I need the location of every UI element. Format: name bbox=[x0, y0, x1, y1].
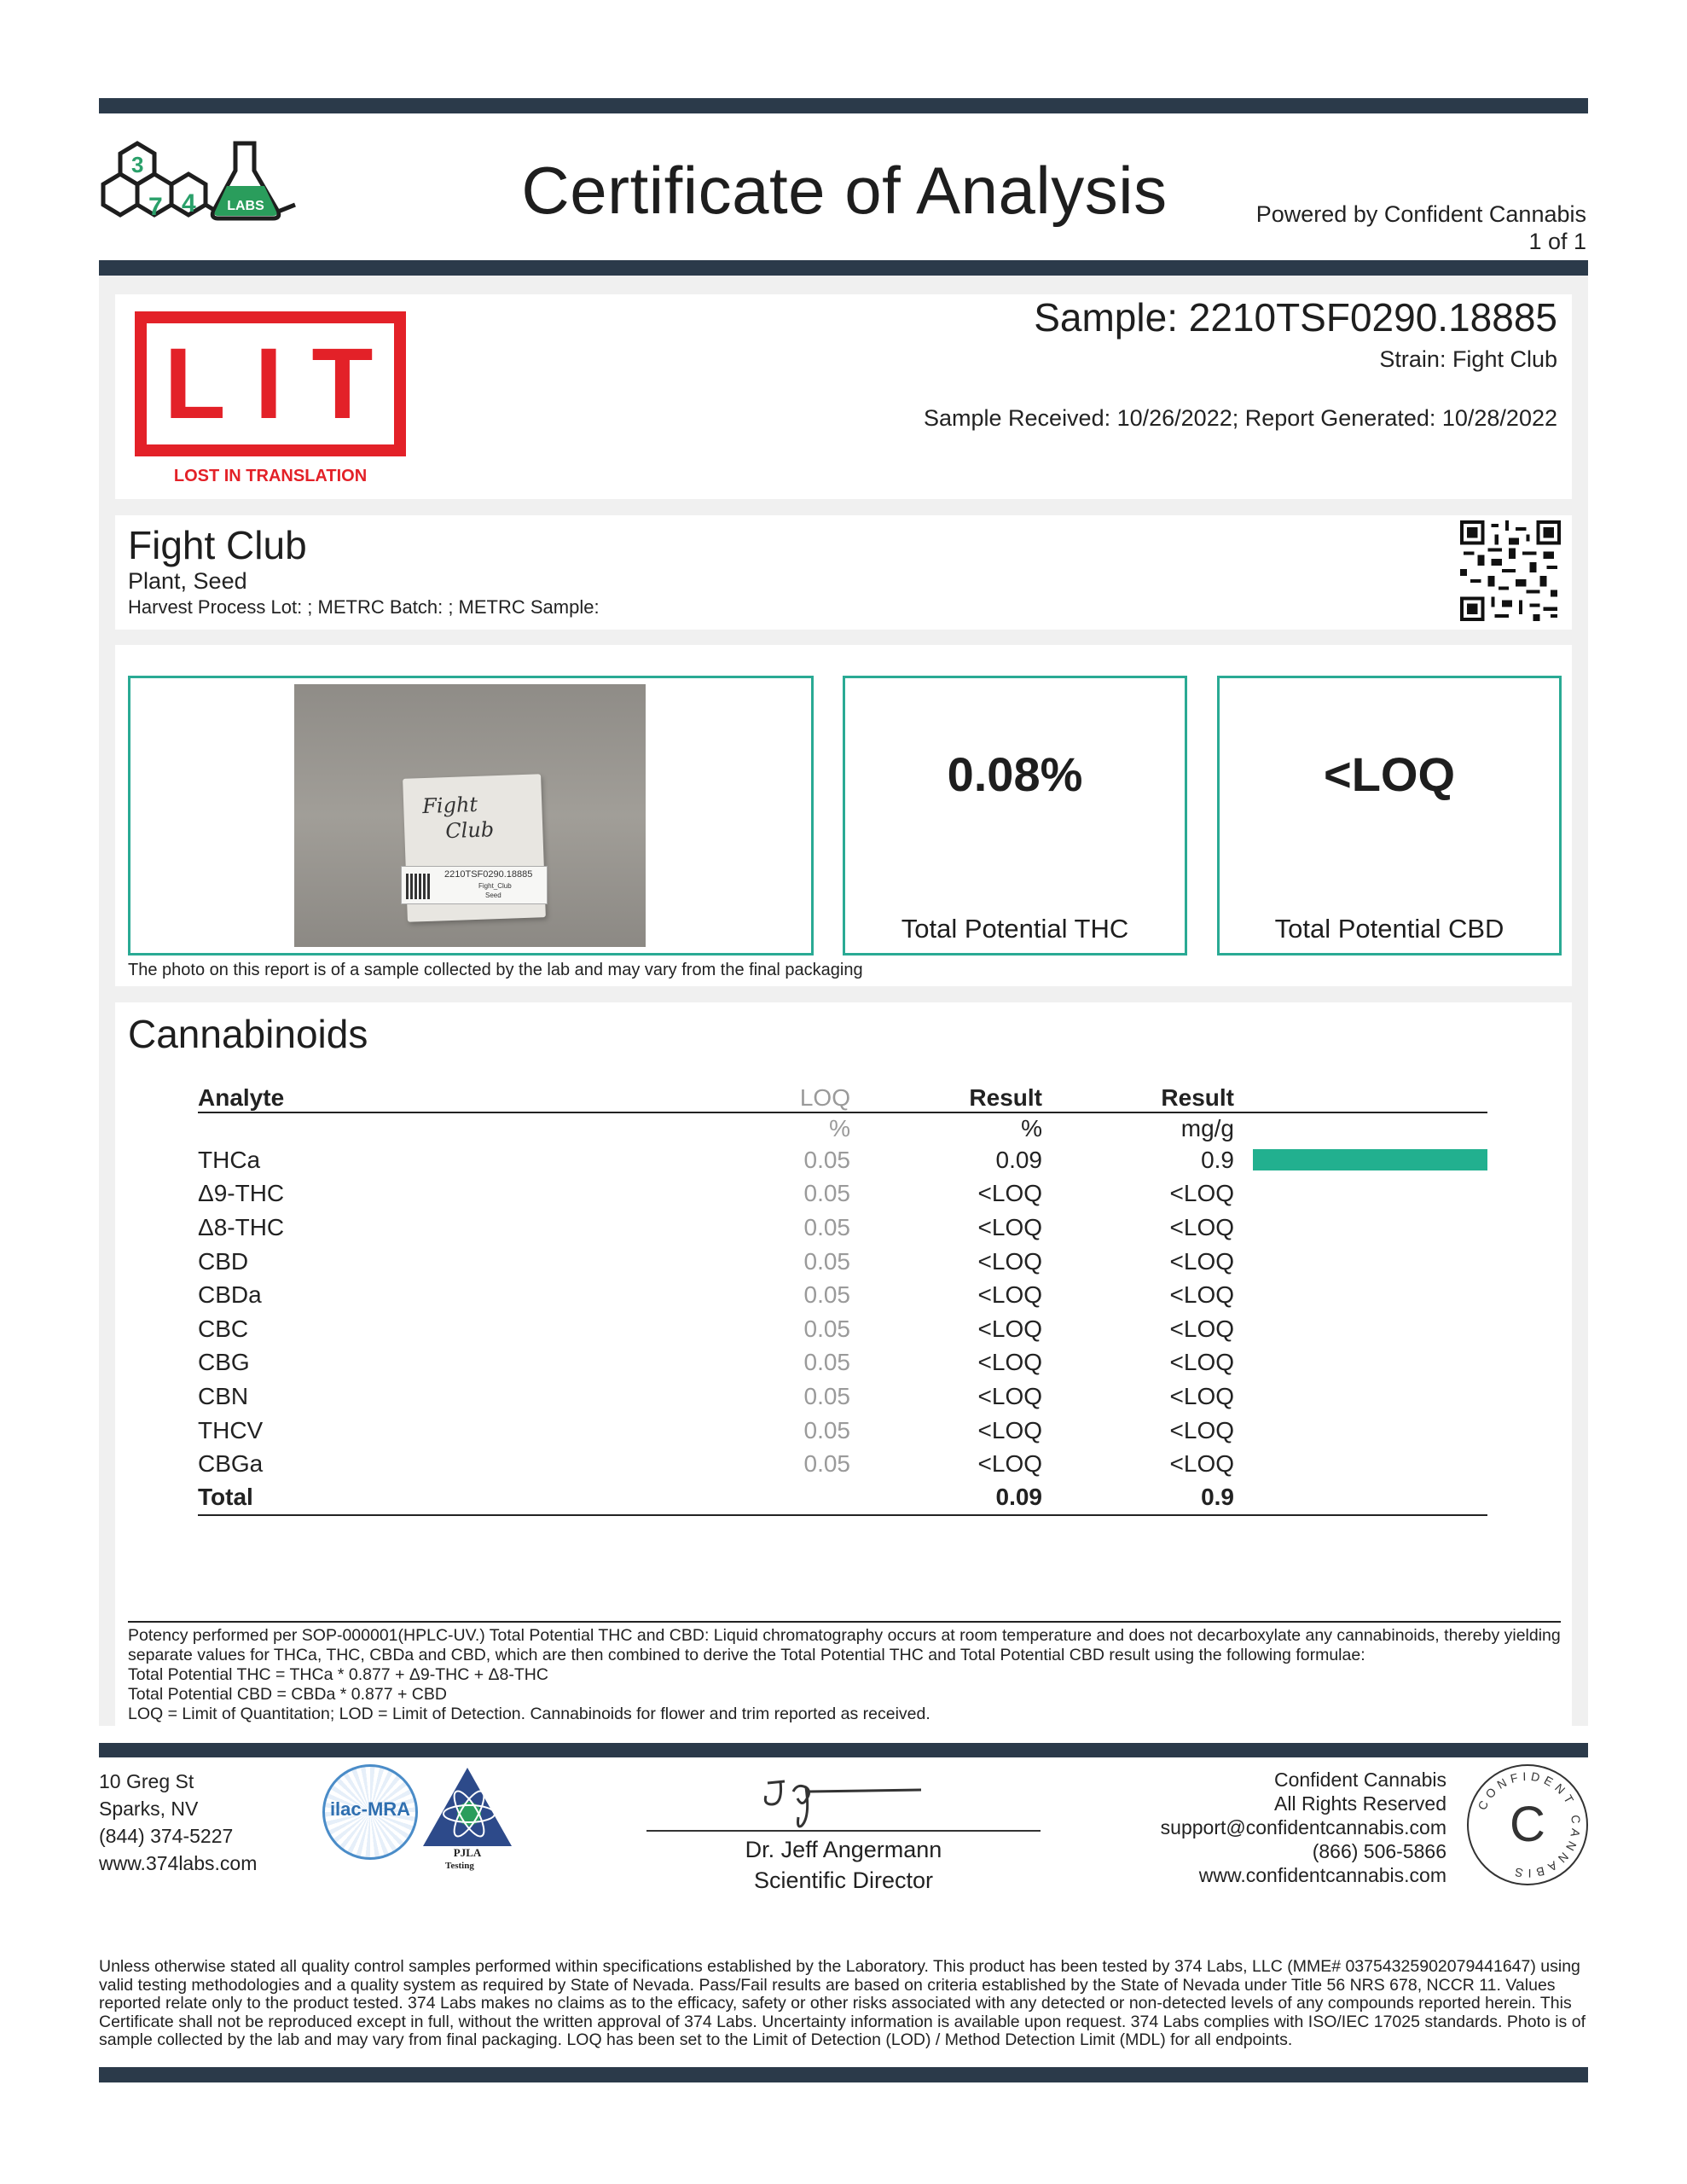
unit-result-mg: mg/g bbox=[1180, 1114, 1234, 1141]
confident-cannabis-logo bbox=[1465, 1763, 1590, 1887]
signature bbox=[759, 1766, 930, 1830]
pjla-logo bbox=[420, 1764, 515, 1860]
header-result-mg: Result bbox=[1042, 1083, 1234, 1112]
lab-address: 10 Greg St Sparks, NV (844) 374-5227 www.374labs.com bbox=[99, 1770, 258, 1874]
svg-text:7: 7 bbox=[148, 193, 163, 221]
packet-label: 2210TSF0290.18885 Fight_Club Seed bbox=[401, 866, 548, 904]
table-row: CBGa 0.05 <LOQ <LOQ bbox=[198, 1450, 1234, 1478]
table-row: Δ9-THC 0.05 <LOQ <LOQ bbox=[198, 1180, 1234, 1207]
product-name: Fight Club bbox=[128, 523, 307, 567]
bottom-bar bbox=[99, 2067, 1588, 2082]
cannabinoids-table bbox=[198, 1083, 1487, 1516]
ilac-mra-text: ilac-MRA bbox=[329, 1798, 411, 1820]
table-row: CBD 0.05 <LOQ <LOQ bbox=[198, 1247, 1234, 1275]
table-row: CBDa 0.05 <LOQ <LOQ bbox=[198, 1281, 1234, 1309]
product-lot: Harvest Process Lot: ; METRC Batch: ; METRC Sample: bbox=[128, 596, 600, 618]
page-title: Certificate of Analysis bbox=[521, 153, 1168, 228]
total-cbd-label: Total Potential CBD bbox=[1274, 914, 1504, 944]
table-total-row: Total 0.09 0.9 bbox=[198, 1481, 1487, 1515]
packet-handwriting: Fight Club bbox=[421, 792, 495, 844]
methods-note: Potency performed per SOP-000001(HPLC-UV.) Total Potential THC and CBD: Liquid chromatography occurs at room temperature and does not decarboxylate any cannabinoids, thereby yielding separate values for THCa, THC, CBDa and CBD, which are then combined to derive the Total Potential THC and Total Potential CBD result using the following formulae: Total Potential THC = THCa * 0.877 + Δ9-THC + Δ8-THC Total Potential CBD = CBDa * 0.877 + CBD LOQ = Limit of Quantitation; LOD = Limit of Detection. Cannabinoids for flower and trim reported as received. bbox=[128, 1621, 1561, 1724]
374-labs-logo bbox=[99, 136, 304, 247]
svg-text:PJLA: PJLA bbox=[453, 1846, 482, 1859]
header-analyte: Analyte bbox=[198, 1083, 539, 1112]
footer-bar bbox=[99, 1743, 1588, 1757]
svg-text:3: 3 bbox=[131, 152, 144, 177]
product-type: Plant, Seed bbox=[128, 568, 247, 594]
header-loq: LOQ bbox=[539, 1083, 850, 1112]
svg-text:CONFIDENT CANNABIS: CONFIDENT CANNABIS bbox=[1475, 1769, 1584, 1881]
cannabinoids-title: Cannabinoids bbox=[128, 1012, 368, 1056]
client-logo-subtitle: LOST IN TRANSLATION bbox=[173, 467, 368, 485]
sample-id: Sample: 2210TSF0290.18885 bbox=[1034, 295, 1557, 340]
svg-text:4: 4 bbox=[182, 189, 196, 218]
total-cbd-card bbox=[1217, 676, 1562, 956]
photo-note: The photo on this report is of a sample collected by the lab and may vary from the final packaging bbox=[128, 961, 863, 979]
client-logo: LIT bbox=[164, 328, 403, 440]
signer-title: Scientific Director bbox=[753, 1867, 934, 1893]
powered-by: Powered by Confident Cannabis bbox=[1255, 201, 1586, 227]
strain: Strain: Fight Club bbox=[1379, 346, 1557, 372]
confident-cannabis-info: Confident Cannabis All Rights Reserved support@confidentcannabis.com (866) 506-5866 www.confidentcannabis.com bbox=[1160, 1769, 1446, 1886]
table-row: THCV 0.05 <LOQ <LOQ bbox=[198, 1416, 1234, 1443]
signature-line bbox=[646, 1830, 1041, 1832]
packet-label-qr-icon bbox=[406, 874, 430, 899]
table-row: THCa 0.05 0.09 0.9 bbox=[198, 1143, 1487, 1177]
sample-dates: Sample Received: 10/26/2022; Report Generated: 10/28/2022 bbox=[923, 405, 1557, 431]
signer-name: Dr. Jeff Angermann bbox=[745, 1837, 942, 1862]
table-row: CBG 0.05 <LOQ <LOQ bbox=[198, 1349, 1234, 1376]
thca-result-bar bbox=[1253, 1149, 1487, 1170]
table-row: CBN 0.05 <LOQ <LOQ bbox=[198, 1382, 1234, 1409]
header-bar bbox=[99, 260, 1588, 276]
table-row: Δ8-THC 0.05 <LOQ <LOQ bbox=[198, 1213, 1234, 1240]
disclaimer: Unless otherwise stated all quality control samples performed within specifications established by the Laboratory. This product has been tested by 374 Labs, LLC (MME# 03754325902079441647) using valid testing methodologies and a quality system as required by State of Nevada. Pass/Fail results are based on criteria established by the State of Nevada under Title 56 NRS 678, NCCR 11. Values reported relate only to the product tested. 374 Labs makes no claims as to the efficacy, safety or other risks associated with any detected or non-detected levels of any compounds reported herein. This Certificate shall not be reproduced except in full, without the written approval of 374 Labs. Uncertainty information is available upon request. 374 Labs complies with ISO/IEC 17025 standards. Photo is of sample collected by the lab and may vary from final packaging. LOQ has been set to the Limit of Detection (LOD) / Method Detection Limit (MDL) for all endpoints. bbox=[99, 1957, 1586, 2049]
unit-result-pct: % bbox=[1021, 1114, 1042, 1141]
header-result-pct: Result bbox=[850, 1083, 1042, 1112]
unit-loq: % bbox=[829, 1114, 850, 1141]
total-thc-label: Total Potential THC bbox=[901, 914, 1129, 944]
page-number: 1 of 1 bbox=[1528, 229, 1586, 254]
total-thc-card bbox=[843, 676, 1187, 956]
svg-text:C: C bbox=[1510, 1797, 1545, 1852]
total-thc-value: 0.08% bbox=[947, 747, 1083, 801]
table-row: CBC 0.05 <LOQ <LOQ bbox=[198, 1315, 1234, 1342]
pjla-subtext: Testing bbox=[445, 1861, 474, 1871]
top-bar bbox=[99, 98, 1588, 113]
svg-text:LABS: LABS bbox=[227, 199, 264, 213]
total-cbd-value: <LOQ bbox=[1323, 747, 1456, 801]
qr-code-icon[interactable] bbox=[1460, 520, 1561, 621]
